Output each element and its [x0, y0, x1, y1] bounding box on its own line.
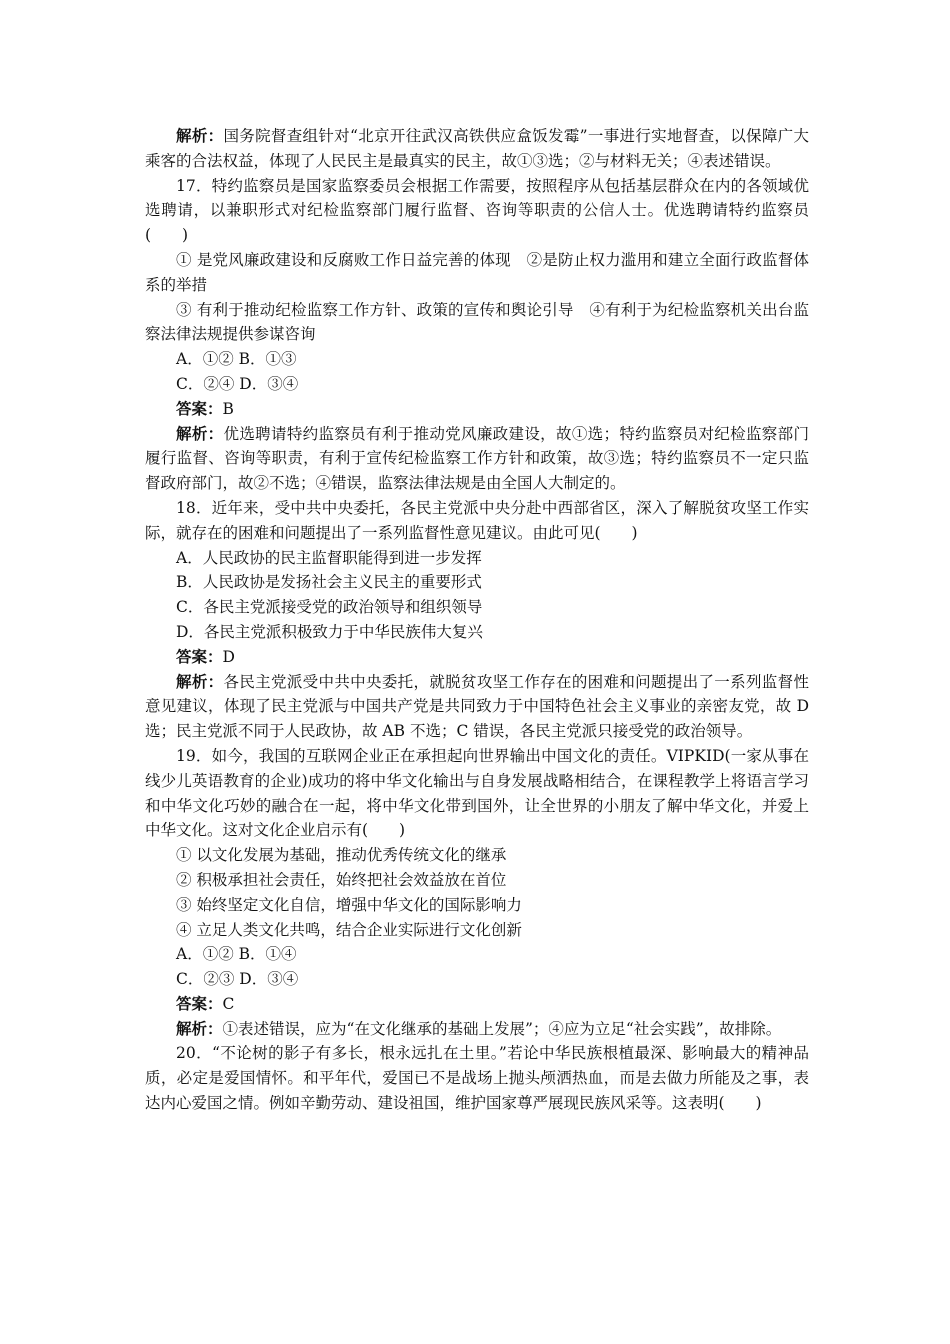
q18-analysis-text: 各民主党派受中共中央委托，就脱贫攻坚工作存在的困难和问题提出了一系列监督性意见建议，体现了民主党派与中国共产党是共同致力于中国特色社会主义事业的亲密友党，故 D 选；民主党派不同于人民政协，故 AB 不选；C 错误，各民主党派只接受党的政治领导。	[145, 672, 809, 741]
q17-analysis-text: 优选聘请特约监察员有利于推动党风廉政建设，故①选；特约监察员对纪检监察部门履行监督、咨询等职责，有利于宣传纪检监察工作方针和政策，故③选；特约监察员不一定只监督政府部门，故②不选；④错误，监察法律法规是由全国人大制定的。	[145, 424, 809, 493]
analysis-label: 解析：	[176, 671, 224, 691]
q18-option: D．各民主党派积极致力于中华民族伟大复兴	[176, 622, 483, 641]
analysis-label: 解析：	[176, 423, 224, 443]
q17-item: ③ 有利于推动纪检监察工作方针、政策的宣传和舆论引导 ④有利于为纪检监察机关出台监察法律法规提供参谋咨询	[145, 300, 809, 344]
q17-options: C．②④ D．③④	[176, 374, 299, 393]
q19-item: ③ 始终坚定文化自信，增强中华文化的国际影响力	[176, 895, 522, 914]
q18-answer	[145, 645, 809, 670]
q17-item: ① 是党风廉政建设和反腐败工作日益完善的体现 ②是防止权力滥用和建立全面行政监督体系的举措	[145, 250, 809, 294]
answer-label: 答案：	[176, 398, 223, 418]
q20-stem: 20．“不论树的影子有多长，根永远扎在土里。”若论中华民族根植最深、影响最大的精神品质，必定是爱国情怀。和平年代，爱国已不是战场上抛头颅洒热血，而是去做力所能及之事，表达内心爱国之情。例如辛勤劳动、建设祖国，维护国家尊严展现民族风采等。这表明( )	[145, 1044, 809, 1113]
q18-option: C．各民主党派接受党的政治领导和组织领导	[176, 598, 483, 617]
q19-answer-value: C	[222, 994, 235, 1013]
answer-label: 答案：	[176, 646, 223, 666]
q19-options: C．②③ D．③④	[176, 970, 299, 989]
q16-analysis-text: 国务院督查组针对“北京开往武汉高铁供应盒饭发霉”一事进行实地督查，以保障广大乘客的合法权益，体现了人民民主是最真实的民主，故①③选；②与材料无关；④表述错误。	[145, 127, 809, 170]
q18-answer-value: D	[222, 647, 235, 666]
answer-label: 答案：	[176, 993, 223, 1013]
document-page	[145, 124, 809, 1116]
q18-option: A．人民政协的民主监督职能得到进一步发挥	[176, 548, 482, 567]
analysis-label: 解析：	[176, 126, 224, 145]
q19-item: ① 以文化发展为基础，推动优秀传统文化的继承	[176, 846, 507, 865]
q17-answer	[145, 397, 809, 422]
q17-answer-value: B	[222, 399, 234, 418]
q19-item: ② 积极承担社会责任，始终把社会效益放在首位	[176, 870, 507, 889]
q19-analysis	[145, 1017, 809, 1042]
q18-analysis	[145, 670, 809, 744]
q19-stem: 19．如今，我国的互联网企业正在承担起向世界输出中国文化的责任。VIPKID(一家从事在线少儿英语教育的企业)成功的将中华文化输出与自身发展战略相结合，在课程教学上将语言学习和中华文化巧妙的融合在一起，将中华文化带到国外，让全世界的小朋友了解中华文化，并爱上中华文化。这对文化企业启示有( )	[145, 746, 809, 840]
q18-stem: 18．近年来，受中共中央委托，各民主党派中央分赴中西部省区，深入了解脱贫攻坚工作实际，就存在的困难和问题提出了一系列监督性意见建议。由此可见( )	[145, 498, 809, 542]
q17-options: A．①② B．①③	[176, 350, 297, 369]
q19-answer	[145, 992, 809, 1017]
q19-item: ④ 立足人类文化共鸣，结合企业实际进行文化创新	[176, 920, 522, 939]
q18-option: B．人民政协是发扬社会主义民主的重要形式	[176, 573, 482, 592]
analysis-label: 解析：	[176, 1018, 223, 1038]
q16-analysis	[145, 124, 809, 174]
q19-options: A．①② B．①④	[176, 945, 297, 964]
q17-analysis	[145, 422, 809, 496]
q17-stem: 17．特约监察员是国家监察委员会根据工作需要，按照程序从包括基层群众在内的各领域优选聘请，以兼职形式对纪检监察部门履行监督、咨询等职责的公信人士。优选聘请特约监察员( )	[145, 176, 809, 245]
q19-analysis-text: ①表述错误，应为“在文化继承的基础上发展”；④应为立足“社会实践”，故排除。	[222, 1019, 782, 1038]
